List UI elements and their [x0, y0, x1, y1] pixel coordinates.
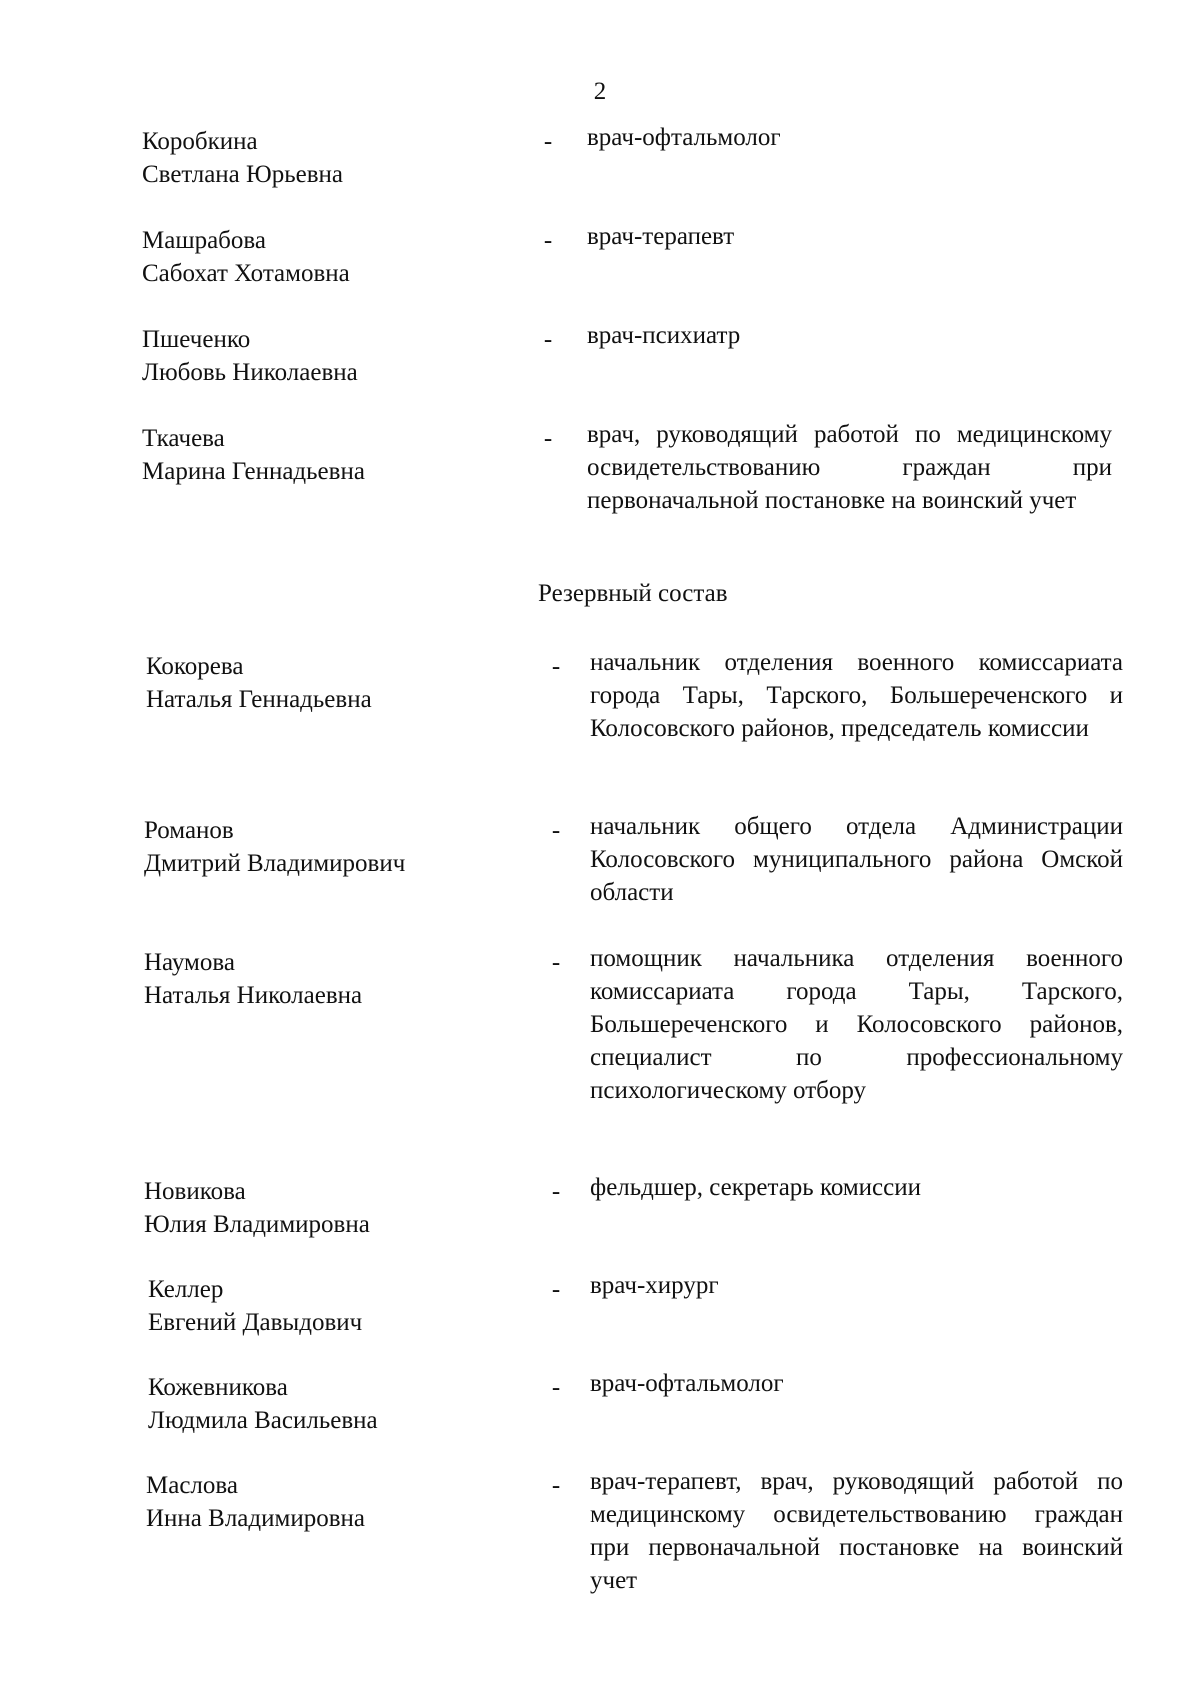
- member-surname: Новикова: [144, 1178, 246, 1205]
- member-given-names: Людмила Васильевна: [148, 1407, 378, 1434]
- page-number: 2: [593, 78, 607, 105]
- member-given-names: Евгений Давыдович: [148, 1309, 363, 1336]
- member-given-names: Светлана Юрьевна: [142, 161, 344, 188]
- dash-separator: -: [551, 949, 561, 976]
- member-role: начальник отделения военного комиссариата города Тары, Тарского, Большереченского и Колосовского районов, председатель комиссии: [590, 649, 1123, 742]
- dash-separator: -: [543, 128, 553, 155]
- dash-separator: -: [551, 1276, 561, 1303]
- member-surname: Машрабова: [142, 227, 266, 254]
- member-surname: Кокорева: [146, 653, 244, 680]
- dash-separator: -: [551, 817, 561, 844]
- member-name: [146, 1469, 546, 1535]
- member-name: [142, 224, 542, 290]
- member-role: начальник общего отдела Администрации Колосовского муниципального района Омской области: [590, 813, 1123, 906]
- member-given-names: Наталья Геннадьевна: [146, 686, 372, 713]
- dash-separator: -: [551, 1374, 561, 1401]
- member-role: фельдшер, секретарь комиссии: [590, 1174, 922, 1201]
- member-given-names: Любовь Николаевна: [142, 359, 358, 386]
- dash-separator: -: [543, 425, 553, 452]
- member-name: [144, 814, 544, 880]
- member-name: [146, 650, 546, 716]
- member-given-names: Наталья Николаевна: [144, 982, 363, 1009]
- dash-separator: -: [543, 326, 553, 353]
- member-surname: Кожевникова: [148, 1374, 288, 1401]
- member-surname: Романов: [144, 817, 234, 844]
- reserve-section-title: Резервный состав: [538, 580, 728, 607]
- dash-separator: -: [551, 1472, 561, 1499]
- member-surname: Коробкина: [142, 128, 258, 155]
- member-surname: Келлер: [148, 1276, 224, 1303]
- member-role: врач-хирург: [590, 1272, 719, 1299]
- member-name: [144, 1175, 544, 1241]
- member-given-names: Дмитрий Владимирович: [144, 850, 406, 877]
- member-given-names: Юлия Владимировна: [144, 1211, 370, 1238]
- dash-separator: -: [551, 1178, 561, 1205]
- member-given-names: Сабохат Хотамовна: [142, 260, 350, 287]
- member-name: [144, 946, 544, 1012]
- member-given-names: Инна Владимировна: [146, 1505, 365, 1532]
- member-role: помощник начальника отделения военного комиссариата города Тары, Тарского, Большереченского и Колосовского районов, специалист по профессиональному психологическому отбору: [590, 945, 1123, 1104]
- member-surname: Пшеченко: [142, 326, 251, 353]
- member-name: [142, 125, 542, 191]
- member-surname: Наумова: [144, 949, 235, 976]
- member-role: врач-терапевт: [587, 223, 735, 250]
- member-name: [148, 1371, 548, 1437]
- member-name: [148, 1273, 548, 1339]
- dash-separator: -: [551, 653, 561, 680]
- member-surname: Ткачева: [142, 425, 225, 452]
- member-given-names: Марина Геннадьевна: [142, 458, 365, 485]
- member-role: врач-офтальмолог: [590, 1370, 784, 1397]
- member-role: врач-терапевт, врач, руководящий работой по медицинскому освидетельствованию граждан при первоначальной постановке на воинский учет: [590, 1468, 1123, 1594]
- member-role: врач, руководящий работой по медицинскому освидетельствованию граждан при первоначальной постановке на воинский учет: [587, 421, 1112, 514]
- dash-separator: -: [543, 227, 553, 254]
- member-role: врач-офтальмолог: [587, 124, 781, 151]
- member-role: врач-психиатр: [587, 322, 741, 349]
- member-name: [142, 422, 542, 488]
- member-surname: Маслова: [146, 1472, 238, 1499]
- member-name: [142, 323, 542, 389]
